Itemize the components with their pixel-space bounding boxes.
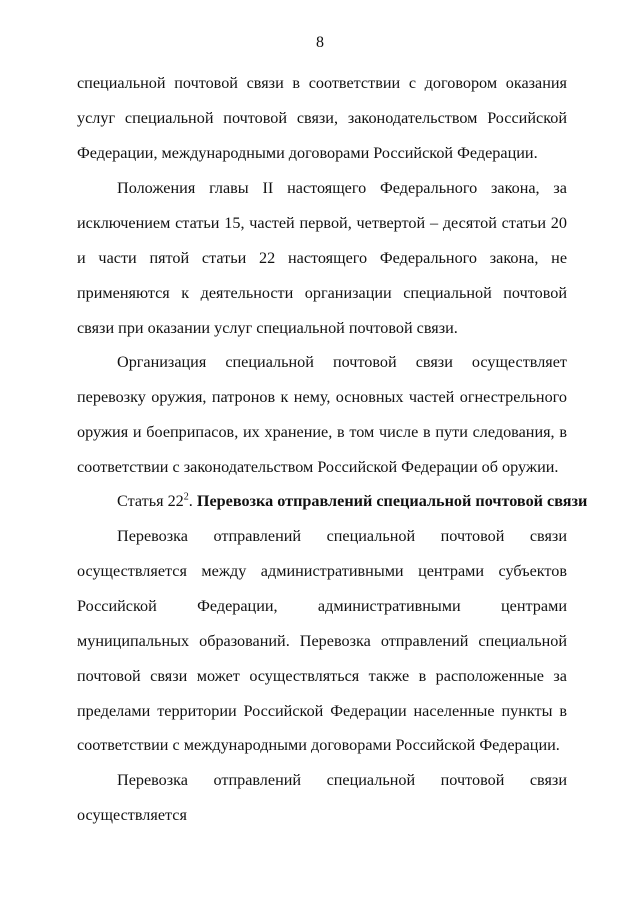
page-number: 8 [316,34,324,51]
paragraph-continuation: специальной почтовой связи в соответствии с договором оказания услуг специальной почтовой связи, законодательством Российской Федерации, международными договорами Российской Федерации. [77,74,567,162]
article-heading [77,484,588,519]
paragraph-transport-continued: Перевозка отправлений специальной почтовой связи осуществляется [77,771,567,824]
article-separator: . [188,492,197,510]
paragraph-transport-scope: Перевозка отправлений специальной почтовой связи осуществляется между административными центрами субъектов Российской Федерации, административными центрами муниципальных образований. Перевозка отправлений специальной почтовой связи может осуществляться также в расположенные за пределами территории Российской Федерации населенные пункты в соответствии с международными договорами Российской Федерации. [77,527,567,755]
paragraph-weapons-transport: Организация специальной почтовой связи осуществляет перевозку оружия, патронов к нему, основных частей огнестрельного оружия и боеприпасов, их хранение, в том числе в пути следования, в соответствии с законодательством Российской Федерации об оружии. [77,353,567,476]
article-number: Статья 22 [117,492,184,510]
article-number-superscript: 2 [183,491,189,503]
paragraph-chapter-exceptions: Положения главы II настоящего Федерального закона, за исключением статьи 15, частей первой, четвертой – десятой статьи 20 и части пятой статьи 22 настоящего Федерального закона, не применяются к деятельности организации специальной почтовой связи при оказании услуг специальной почтовой связи. [77,179,567,337]
article-title: Перевозка отправлений специальной почтовой связи [196,492,588,510]
